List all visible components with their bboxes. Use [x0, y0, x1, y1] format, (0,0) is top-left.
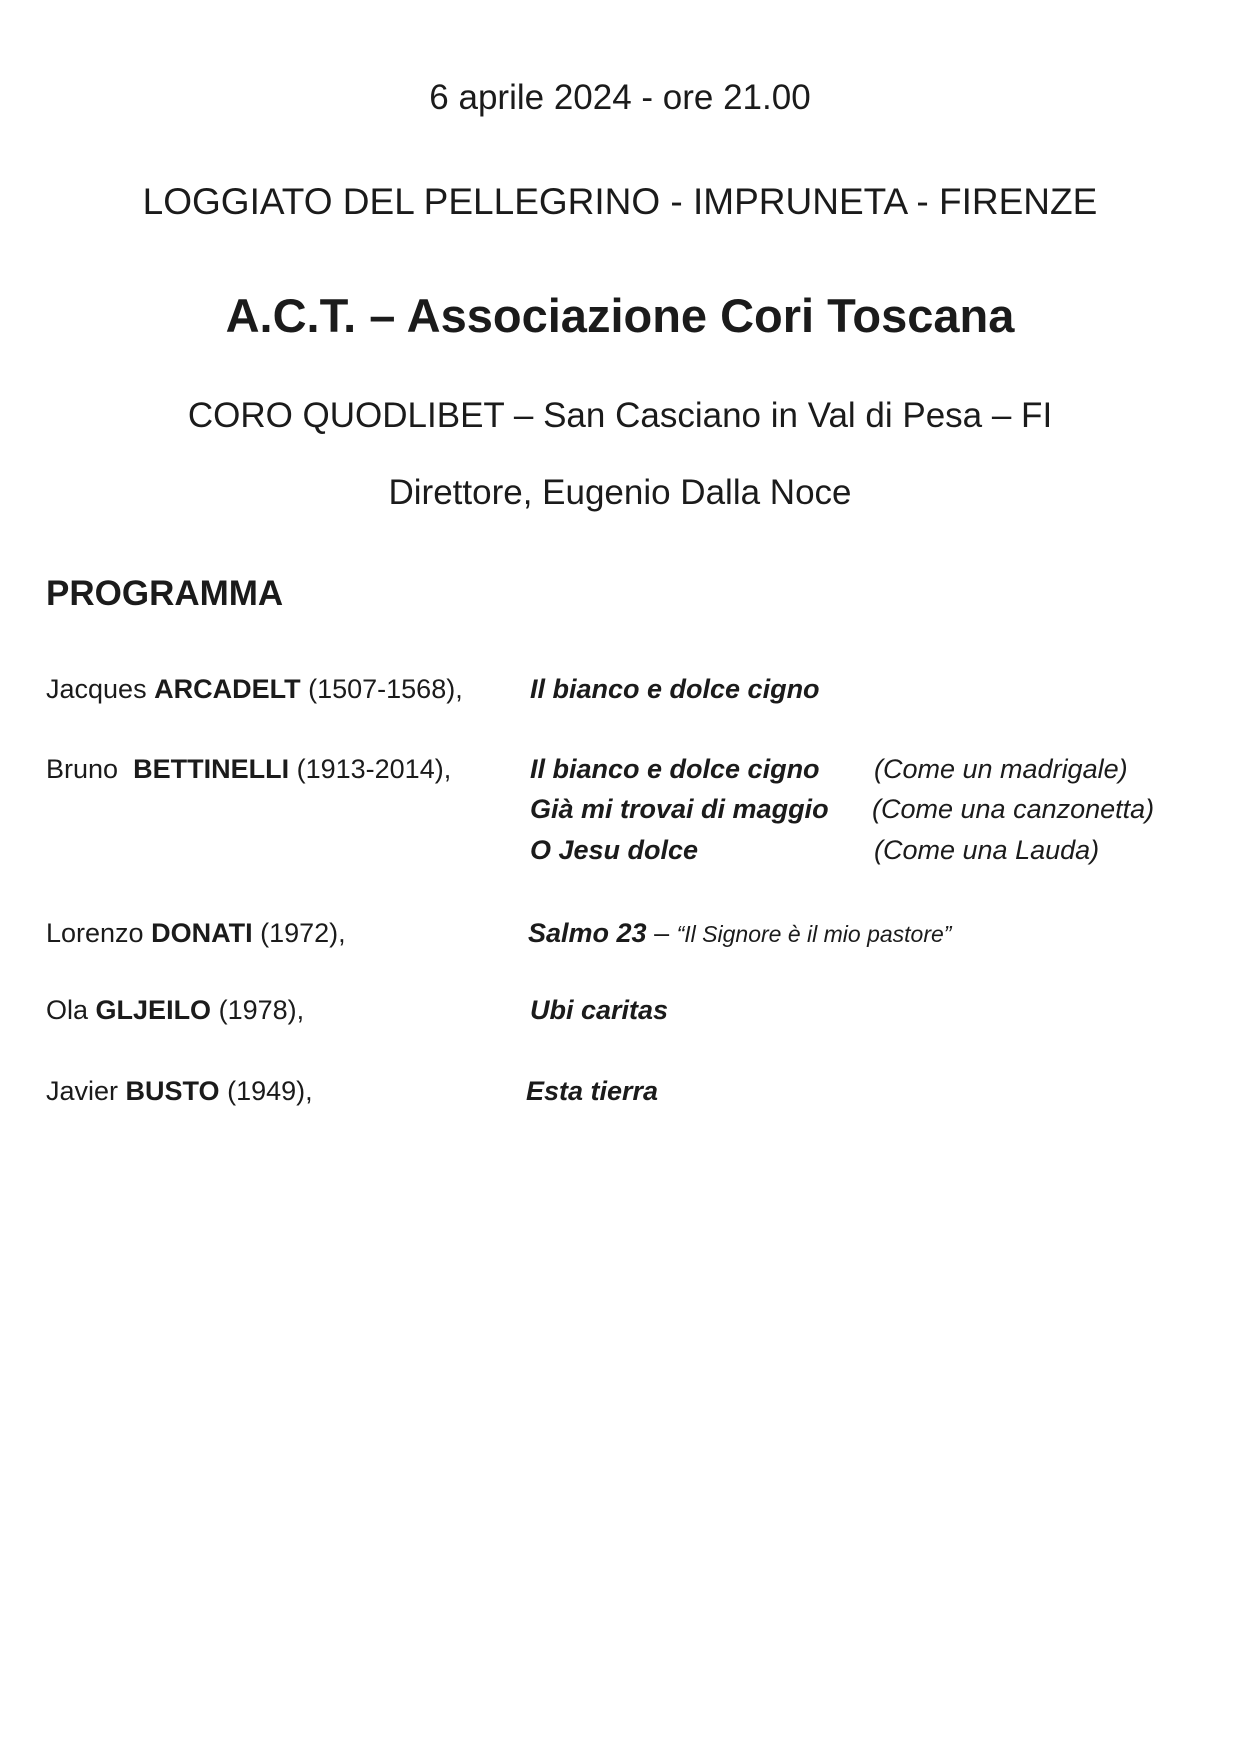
composer-first-name: Ola: [46, 995, 89, 1025]
piece-note: (Come una canzonetta): [872, 794, 1155, 824]
composer-donati: [46, 918, 346, 949]
piece-note: (Come una Lauda): [874, 835, 1100, 865]
event-date: 6 aprile 2024 - ore 21.00: [429, 78, 811, 117]
piece-title: Esta tierra: [526, 1076, 659, 1106]
composer-gljeilo: [46, 995, 304, 1026]
piece-subtitle: “Il Signore è il mio pastore”: [676, 921, 952, 947]
composer-dates: (1949),: [227, 1076, 313, 1106]
composer-surname: ARCADELT: [154, 674, 301, 704]
composer-dates: (1978),: [218, 995, 305, 1025]
composer-surname: BUSTO: [125, 1076, 220, 1106]
piece-note: (Come un madrigale): [874, 754, 1128, 784]
composer-dates: (1507-1568),: [308, 674, 463, 704]
piece-title: Già mi trovai di maggio: [530, 794, 829, 824]
composer-surname: GLJEILO: [95, 995, 212, 1025]
director-name: Direttore, Eugenio Dalla Noce: [388, 473, 852, 512]
piece-title: O Jesu dolce: [530, 835, 699, 865]
composer-first-name: Bruno: [46, 754, 119, 784]
choir-name: CORO QUODLIBET – San Casciano in Val di Pesa – FI: [187, 396, 1053, 435]
composer-busto: [46, 1076, 313, 1107]
composer-first-name: Lorenzo: [46, 918, 144, 948]
piece-title: Il bianco e dolce cigno: [530, 674, 820, 704]
piece-title: Il bianco e dolce cigno: [530, 754, 820, 784]
program-heading: PROGRAMMA: [46, 574, 284, 613]
composer-surname: DONATI: [151, 918, 253, 948]
piece-dash: –: [654, 918, 670, 948]
composer-bettinelli: [46, 754, 451, 785]
composer-surname: BETTINELLI: [133, 754, 290, 784]
organization-title: A.C.T. – Associazione Cori Toscana: [225, 289, 1015, 342]
composer-first-name: Javier: [46, 1076, 119, 1106]
event-venue: LOGGIATO DEL PELLEGRINO - IMPRUNETA - FIRENZE: [142, 181, 1098, 222]
composer-dates: (1913-2014),: [296, 754, 452, 784]
composer-dates: (1972),: [260, 918, 346, 948]
composer-arcadelt: [46, 674, 463, 705]
piece-title: Ubi caritas: [530, 995, 669, 1025]
piece-title: Salmo 23: [528, 918, 647, 948]
composer-first-name: Jacques: [46, 674, 147, 704]
piece-title-with-subtitle: [528, 918, 951, 949]
